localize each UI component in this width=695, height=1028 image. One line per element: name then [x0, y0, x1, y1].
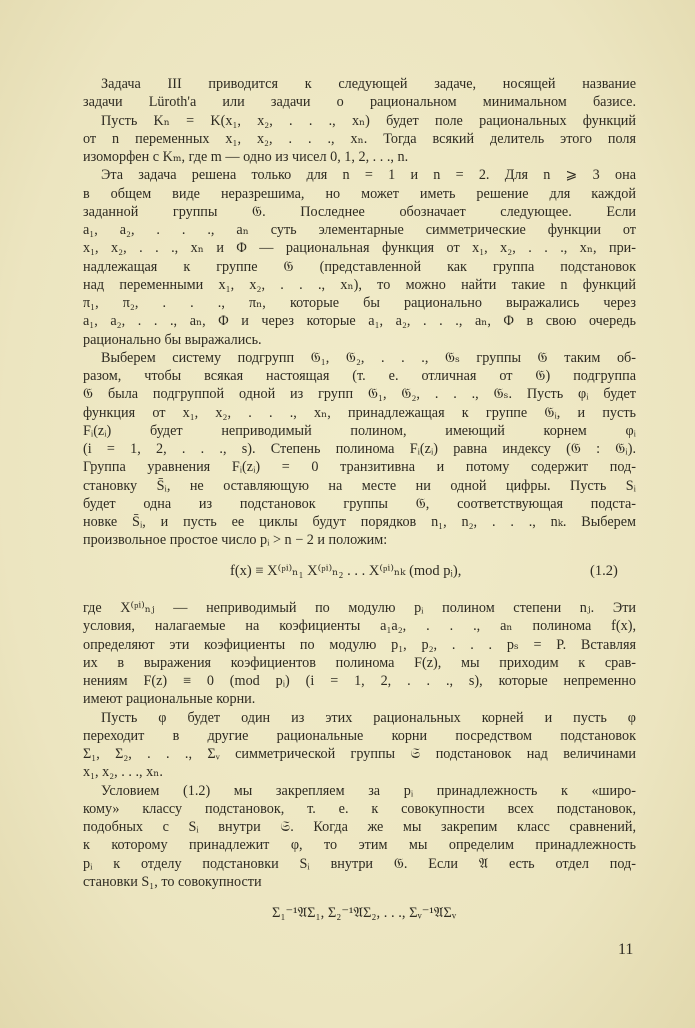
text-line: Выберем систему подгрупп 𝔊₁, 𝔊₂, . . ., 𝔊ₛ группы 𝔊 таким об- [101, 349, 636, 366]
text-line: произвольное простое число pᵢ > n − 2 и положим: [83, 532, 388, 549]
text-line: становки S₁, то совокупности [83, 873, 262, 890]
text-block-bottom [83, 599, 636, 891]
text-line: Fᵢ(zᵢ) будет неприводимый полином, имеющий корнем φᵢ [83, 422, 636, 439]
equation-cosets: Σ₁⁻¹𝔄Σ₁, Σ₂⁻¹𝔄Σ₂, . . ., Σᵥ⁻¹𝔄Σᵥ [272, 905, 457, 921]
text-line: где X⁽ᵖⁱ⁾ₙⱼ — неприводимый по модулю pᵢ полином степени nⱼ. Эти [83, 600, 636, 616]
text-line: разом, чтобы всякая настоящая (т. е. отличная от 𝔊) подгруппа [83, 368, 636, 384]
text-line: кому» классу подстановок, т. е. к совокупности всех подстановок, [83, 800, 636, 817]
equation-number: (1.2) [590, 563, 618, 579]
text-line: x₁, x₂, . . ., xₙ и Φ — рациональная функция от x₁, x₂, . . ., xₙ, при- [83, 240, 636, 257]
text-line: становку S̄ᵢ, не оставляющую на месте ни одной цифры. Пусть Sᵢ [83, 477, 636, 494]
text-line: Эта задача решена только для n = 1 и n = 2. Для n ⩾ 3 она [101, 167, 636, 184]
text-line: рационально бы выражались. [83, 331, 262, 348]
text-line: над переменными x₁, x₂, . . ., xₙ), то можно найти такие n функций [83, 276, 636, 293]
text-line: a₁, a₂, . . ., aₙ, Φ и через которые a₁, a₂, . . ., aₙ, Φ в свою очередь [83, 313, 636, 330]
text-line: нениям F(z) ≡ 0 (mod pᵢ) (i = 1, 2, . . ., s), которые непременно [83, 673, 636, 689]
text-line: к которому принадлежит φ, то этим мы определим принадлежность [83, 837, 636, 854]
text-line: их в выражения коэфициентов полинома F(z), мы приходим к срав- [83, 654, 636, 671]
text-line: (i = 1, 2, . . ., s). Степень полинома Fᵢ(zᵢ) равна индексу (𝔊 : 𝔊ᵢ). [83, 441, 636, 457]
equation-1-2: f(x) ≡ X⁽ᵖⁱ⁾ₙ₁ X⁽ᵖⁱ⁾ₙ₂ . . . X⁽ᵖⁱ⁾ₙₖ (mod pᵢ), [230, 563, 462, 579]
page-number: 11 [618, 941, 634, 958]
text-line: заданной группы 𝔊. Последнее обозначает следующее. Если [83, 203, 636, 220]
text-line: будет одна из подстановок группы 𝔊, соответствующая подста- [83, 495, 636, 512]
text-line: pᵢ к отделу подстановки Sᵢ внутри 𝔊. Если 𝔄 есть отдел под- [83, 855, 636, 872]
text-line: Условием (1.2) мы закрепляем за pᵢ принадлежность к «широ- [101, 782, 636, 799]
text-line: в общем виде неразрешима, но может иметь решение для каждой [83, 185, 636, 202]
text-line: переходит в другие рациональные корни посредством подстановок [83, 727, 636, 744]
text-line: Пусть φ будет один из этих рациональных корней и пусть φ [101, 709, 636, 726]
text-line: 𝔊 была подгруппой одной из групп 𝔊₁, 𝔊₂, . . ., 𝔊ₛ. Пусть φᵢ будет [83, 386, 636, 403]
text-line: Задача III приводится к следующей задаче, носящей название [101, 76, 636, 92]
text-line: π₁, π₂, . . ., πₙ, которые бы рационально выражались через [83, 295, 636, 311]
text-line: Группа уравнения Fᵢ(zᵢ) = 0 транзитивна и потому содержит под- [83, 459, 636, 476]
text-line: Пусть Kₙ = K(x₁, x₂, . . ., xₙ) будет поле рациональных функций [101, 112, 636, 129]
text-line: определяют эти коэфициенты по модулю p₁, p₂, . . . pₛ = P. Вставляя [83, 636, 636, 653]
text-line: условия, налагаемые на коэфициенты a₁a₂, . . ., aₙ полинома f(x), [83, 618, 636, 635]
text-block-top [83, 75, 636, 550]
text-line: новке S̄ᵢ, и пусть ее циклы будут порядков n₁, n₂, . . ., nₖ. Выберем [83, 514, 636, 530]
text-line: имеют рациональные корни. [83, 691, 256, 708]
text-line: Σ₁, Σ₂, . . ., Σᵥ симметрической группы 𝔖 подстановок над величинами [83, 746, 636, 762]
text-line: от n переменных x₁, x₂, . . ., xₙ. Тогда всякий делитель этого поля [83, 130, 636, 147]
text-line: подобных с Sᵢ внутри 𝔖. Когда же мы закрепим класс сравнений, [83, 819, 636, 835]
text-line: изоморфен с Kₘ, где m — одно из чисел 0, 1, 2, . . ., n. [83, 149, 409, 165]
text-line: задачи Lüroth'a или задачи о рациональном минимальном базисе. [83, 94, 636, 111]
text-line: функция от x₁, x₂, . . ., xₙ, принадлежащая к группе 𝔊ᵢ, и пусть [83, 404, 636, 421]
text-line: x₁, x₂, . . ., xₙ. [83, 764, 163, 781]
text-line: надлежащая к группе 𝔊 (представленной как группа подстановок [83, 258, 636, 275]
text-line: a₁, a₂, . . ., aₙ суть элементарные симметрические функции от [83, 222, 636, 238]
